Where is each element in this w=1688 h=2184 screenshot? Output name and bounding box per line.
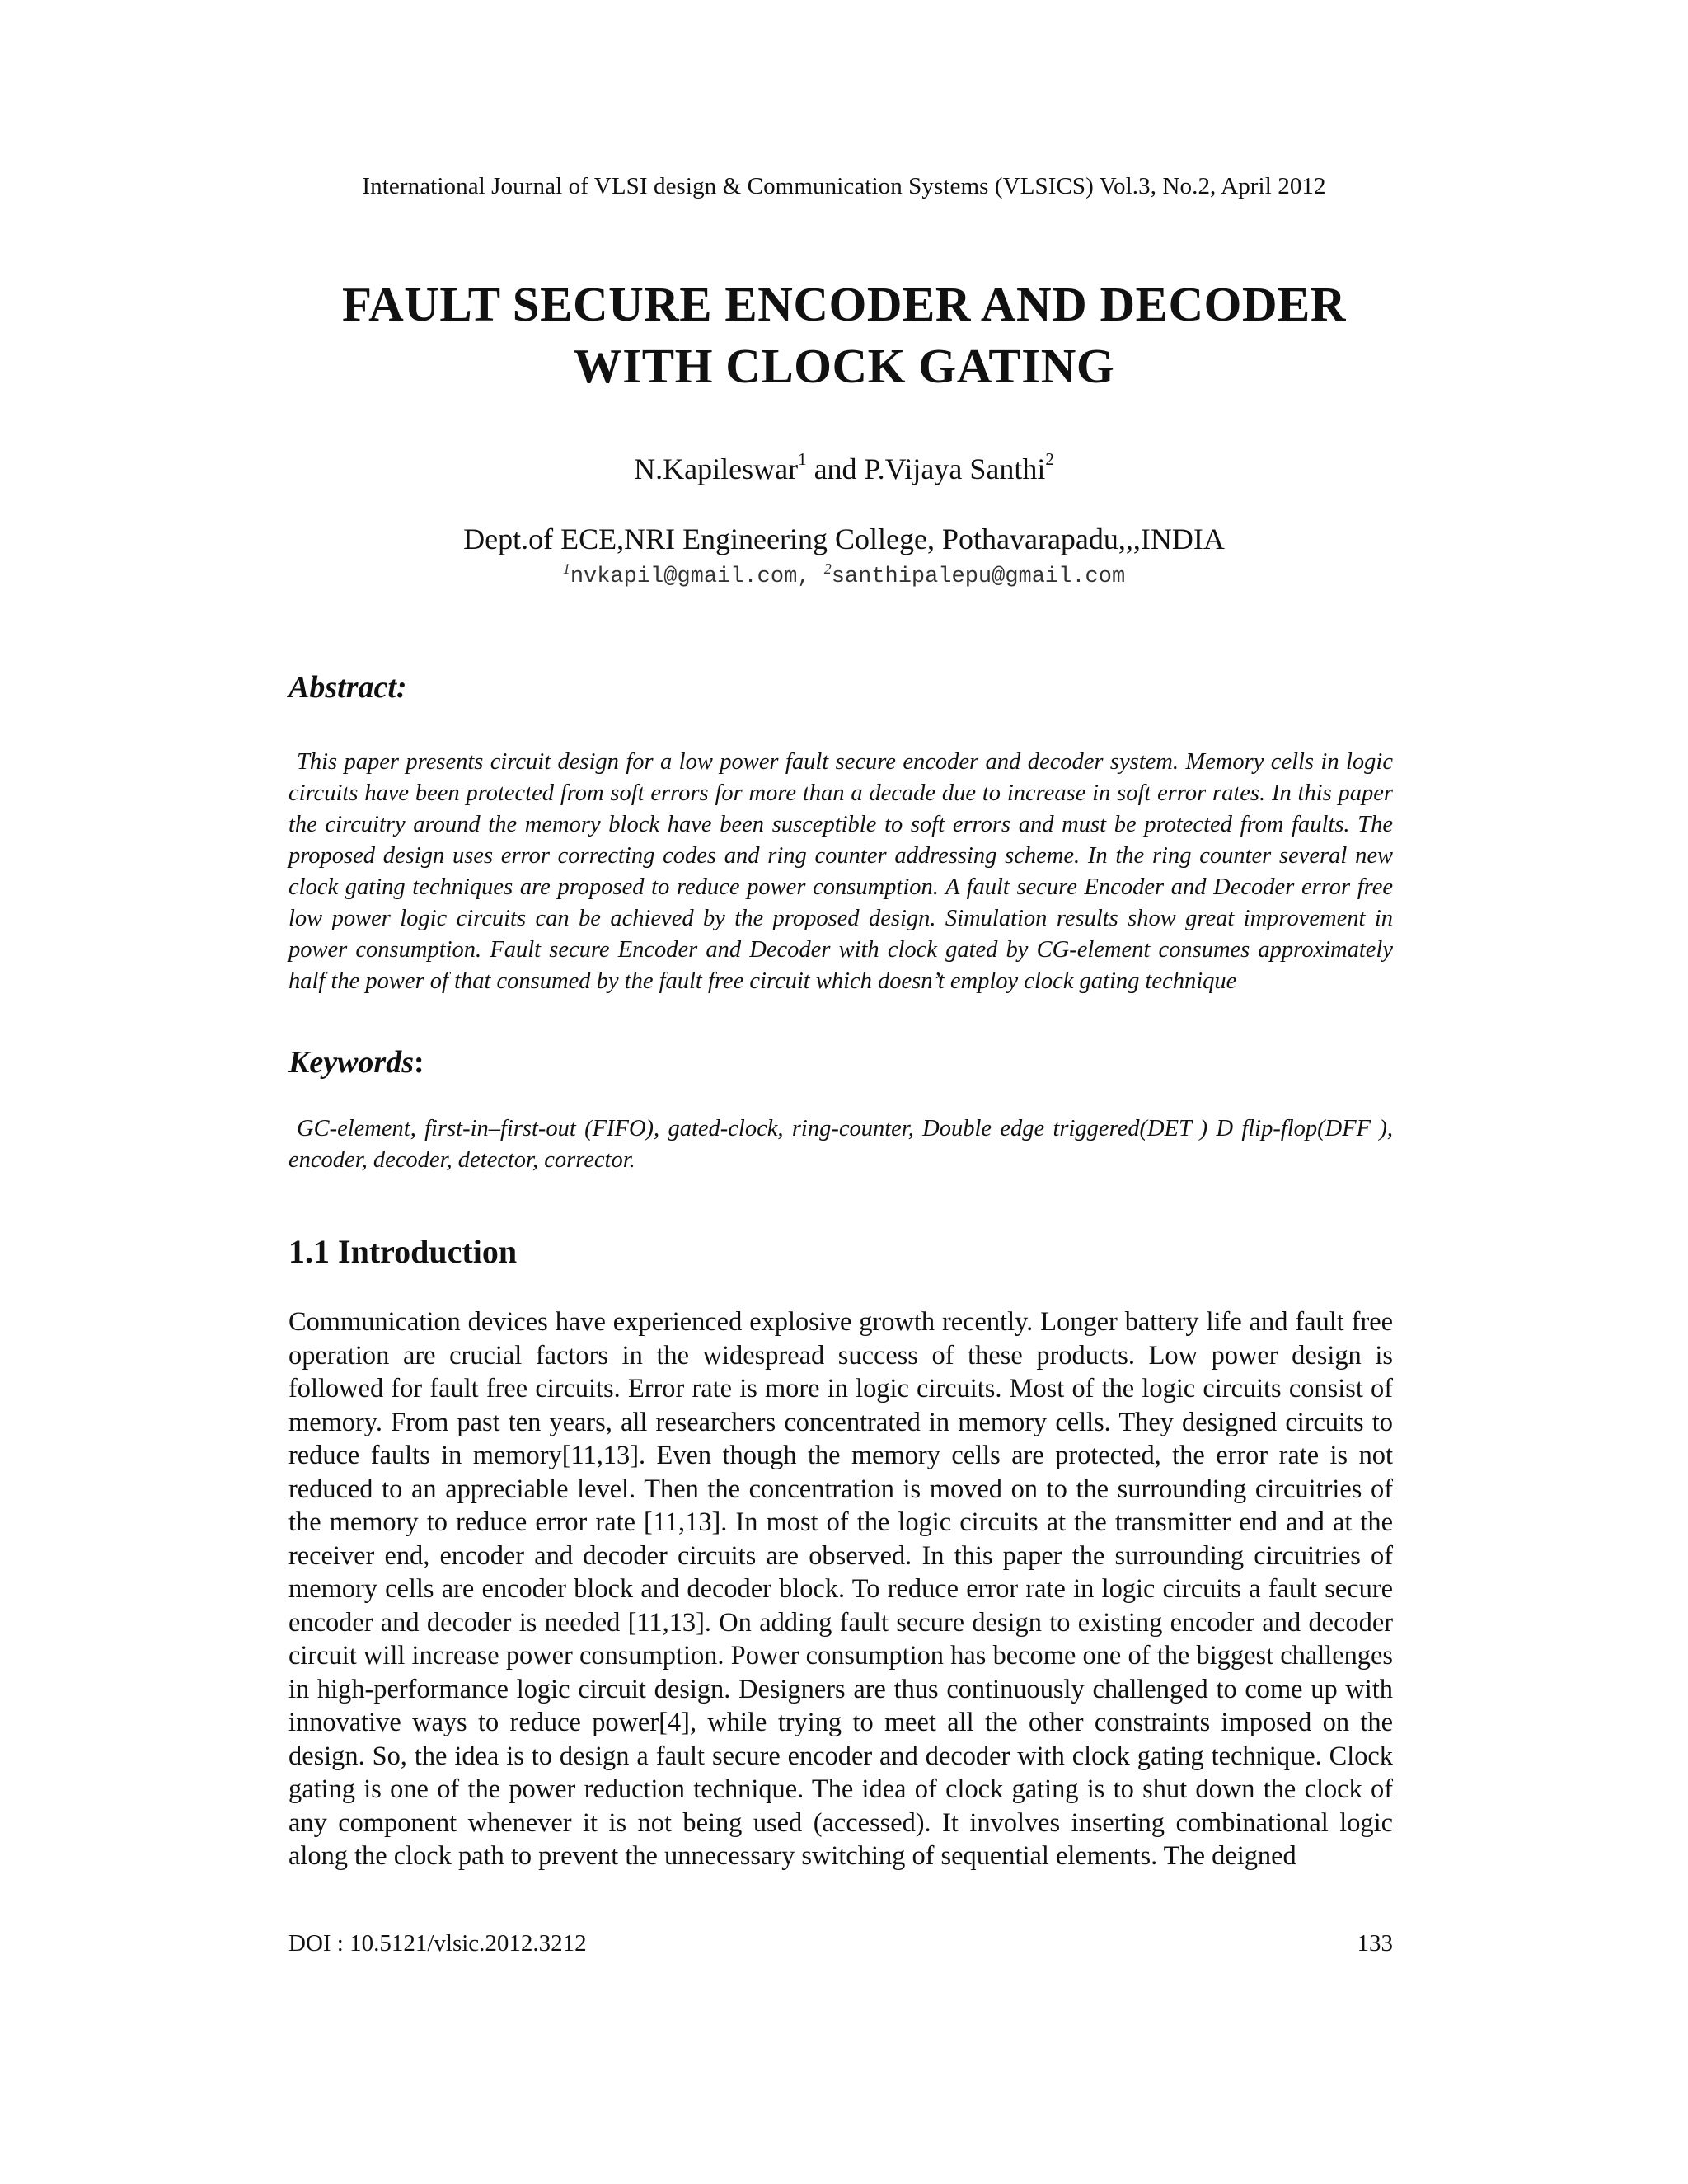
abstract-text: This paper presents circuit design for a low power fault secure encoder and decoder system. Memory cells in logic circuits have been protected from soft errors for more than a decade due to increase in soft error rates. In this paper the circuitry around the memory block have been susceptible to soft errors and must be protected from faults. The proposed design uses error correcting codes and ring counter addressing scheme. In the ring counter several new clock gating techniques are proposed to reduce power consumption. A fault secure Encoder and Decoder error free low power logic circuits can be achieved by the proposed design. Simulation results show great improvement in power consumption. Fault secure Encoder and Decoder with clock gated by CG-element consumes approximately half the power of that consumed by the fault free circuit which doesn’t employ clock gating technique [288,749,1393,994]
abstract-heading: Abstract: [288,670,407,705]
keywords-heading [288,1044,424,1080]
introduction-heading: 1.1 Introduction [288,1233,518,1270]
email-2: santhipalepu@gmail.com [831,565,1126,589]
author-2-affiliation-mark: 2 [1045,449,1054,469]
footer-page-number: 133 [1357,1930,1393,1957]
paper-title-line-2: WITH CLOCK GATING [573,339,1115,393]
author-name-1: N.Kapileswar [634,452,799,485]
author-name-2: and P.Vijaya Santhi [806,452,1046,485]
keywords-heading-colon: : [414,1045,424,1080]
paper-title-line-1: FAULT SECURE ENCODER AND DECODER [341,277,1347,331]
keywords-heading-label: Keywords [288,1045,414,1080]
footer-doi: DOI : 10.5121/vlsic.2012.3212 [288,1930,587,1957]
author-emails [0,560,1688,589]
email-1: nvkapil@gmail.com, [570,565,824,589]
introduction-text: Communication devices have experienced explosive growth recently. Longer battery life and fault free operation are crucial factors in the widespread success of these products. Low power design is followed for fault free circuits. Error rate is more in logic circuits. Most of the logic circuits consist of memory. From past ten years, all researchers concentrated in memory cells. They designed circuits to reduce faults in memory[11,13]. Even though the memory cells are protected, the error rate is not reduced to an appreciable level. Then the concentration is moved on to the surrounding circuitries of the memory to reduce error rate [11,13]. In most of the logic circuits at the transmitter end and at the receiver end, encoder and decoder circuits are observed. In this paper the surrounding circuitries of memory cells are encoder block and decoder block. To reduce error rate in logic circuits a fault secure encoder and decoder is needed [11,13]. On adding fault secure design to existing encoder and decoder circuit will increase power consumption. Power consumption has become one of the biggest challenges in high-performance logic circuit design. Designers are thus continuously challenged to come up with innovative ways to reduce power[4], while trying to meet all the other constraints imposed on the design. So, the idea is to design a fault secure encoder and decoder with clock gating technique. Clock gating is one of the power reduction technique. The idea of clock gating is to shut down the clock of any component whenever it is not being used (accessed). It involves inserting combinational logic along the clock path to prevent the unnecessary switching of sequential elements. The deigned [288,1307,1393,1871]
email-1-mark: 1 [562,560,570,577]
author-list [0,449,1688,486]
paper-title [206,274,1482,397]
author-affiliation: Dept.of ECE,NRI Engineering College, Pothavarapadu,,,INDIA [463,523,1225,555]
keywords-text: GC-element, first-in–first-out (FIFO), gated-clock, ring-counter, Double edge triggered(DET ) D flip-flop(DFF ), encoder, decoder, detector, corrector. [288,1116,1393,1173]
author-1-affiliation-mark: 1 [798,449,807,469]
journal-running-header: International Journal of VLSI design & Communication Systems (VLSICS) Vol.3, No.2, April 2012 [362,173,1326,199]
email-2-mark: 2 [823,560,832,577]
